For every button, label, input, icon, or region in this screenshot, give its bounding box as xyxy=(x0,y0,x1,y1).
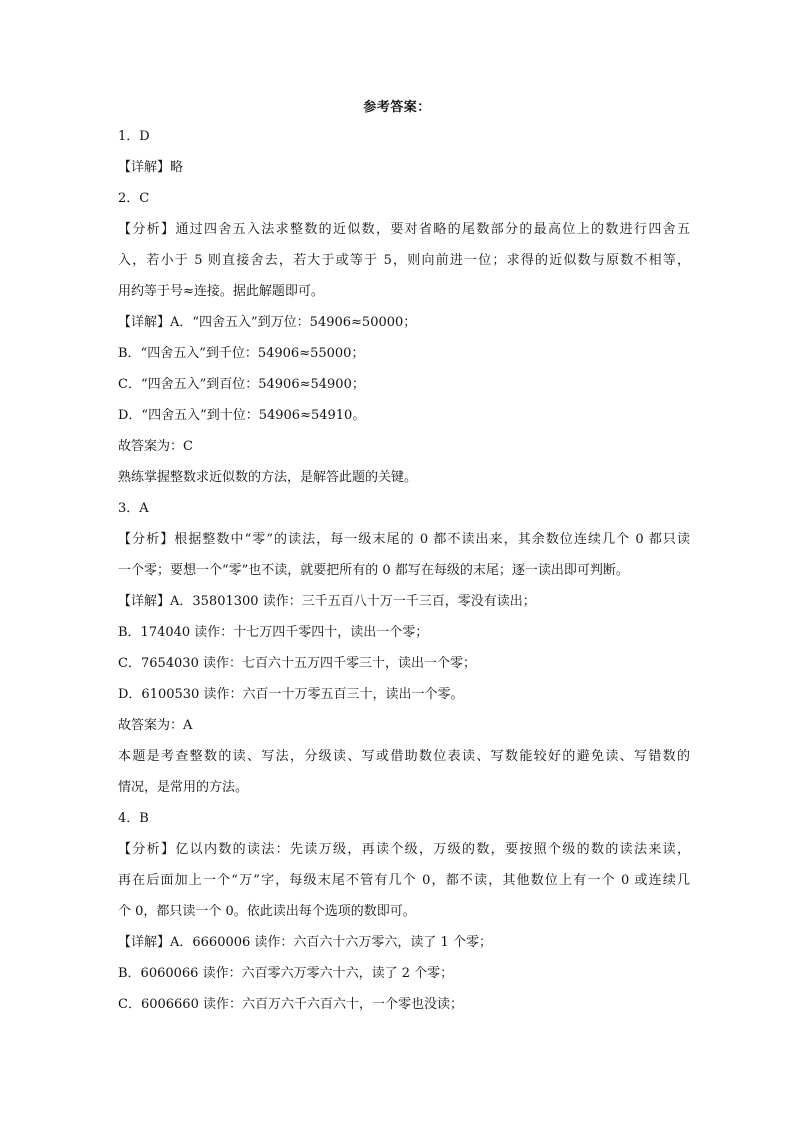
text-line: 个 0，都只读一个 0。依此读出每个选项的数即可。 xyxy=(118,904,416,919)
text-line: 【分析】亿以内数的读法：先读万级，再读个级，万级的数，要按照个级的数的读法来读， xyxy=(118,842,690,857)
text-line: C．7654030 读作：七百六十五万四千零三十，读出一个零； xyxy=(118,656,476,671)
text-line: 情况，是常用的方法。 xyxy=(118,780,249,795)
text-line: B．174040 读作：十七万四千零四十，读出一个零； xyxy=(118,625,429,640)
text-line: 1．D xyxy=(118,129,150,144)
text-line: 再在后面加上一个“万”字，每级末尾不管有几个 0，都不读，其他数位上有一个 0 或连续几 xyxy=(118,873,690,888)
text-line: 【分析】根据整数中“零”的读法，每一级末尾的 0 都不读出来，其余数位连续几个 0 都只读 xyxy=(118,532,690,547)
text-line: B．“四舍五入”到千位：54906≈55000； xyxy=(118,346,365,361)
text-line: 本题是考查整数的读、写法，分级读、写或借助数位表读、写数能较好的避免读、写错数的 xyxy=(118,749,690,764)
text-line: D．6100530 读作：六百一十万零五百三十，读出一个零。 xyxy=(118,687,464,702)
text-line: B．6060066 读作：六百零六万零六十六，读了 2 个零； xyxy=(118,966,454,981)
text-line: 2．C xyxy=(118,191,150,206)
text-line: 4．B xyxy=(118,811,149,826)
text-line: 【分析】通过四舍五入法求整数的近似数，要对省略的尾数部分的最高位上的数进行四舍五 xyxy=(118,222,690,237)
text-line: 【详解】A．6660006 读作：六百六十六万零六，读了 1 个零； xyxy=(118,935,492,950)
answer-content xyxy=(118,121,690,1020)
text-line: D．“四舍五入”到十位：54906≈54910。 xyxy=(118,408,366,423)
text-line: 【详解】略 xyxy=(118,160,184,175)
text-line: 入，若小于 5 则直接舍去，若大于或等于 5，则向前进一位；求得的近似数与原数不相等， xyxy=(118,253,690,268)
text-line: 【详解】A．“四舍五入”到万位：54906≈50000； xyxy=(118,315,417,330)
text-line: 一个零；要想一个“零”也不读，就要把所有的 0 都写在每级的末尾；逐一读出即可判断。 xyxy=(118,563,629,578)
text-line: 3．A xyxy=(118,501,149,516)
text-line: 熟练掌握整数求近似数的方法，是解答此题的关键。 xyxy=(118,470,418,485)
text-line: 故答案为：C xyxy=(118,439,193,454)
page-title: 参考答案： xyxy=(363,100,431,115)
text-line: 【详解】A．35801300 读作：三千五百八十万一千三百，零没有读出； xyxy=(118,594,536,609)
text-line: 用约等于号≈连接。据此解题即可。 xyxy=(118,284,324,299)
text-line: C．“四舍五入”到百位：54906≈54900； xyxy=(118,377,365,392)
text-line: 故答案为：A xyxy=(118,718,193,733)
text-line: C．6006660 读作：六百万六千六百六十，一个零也没读； xyxy=(118,997,463,1012)
